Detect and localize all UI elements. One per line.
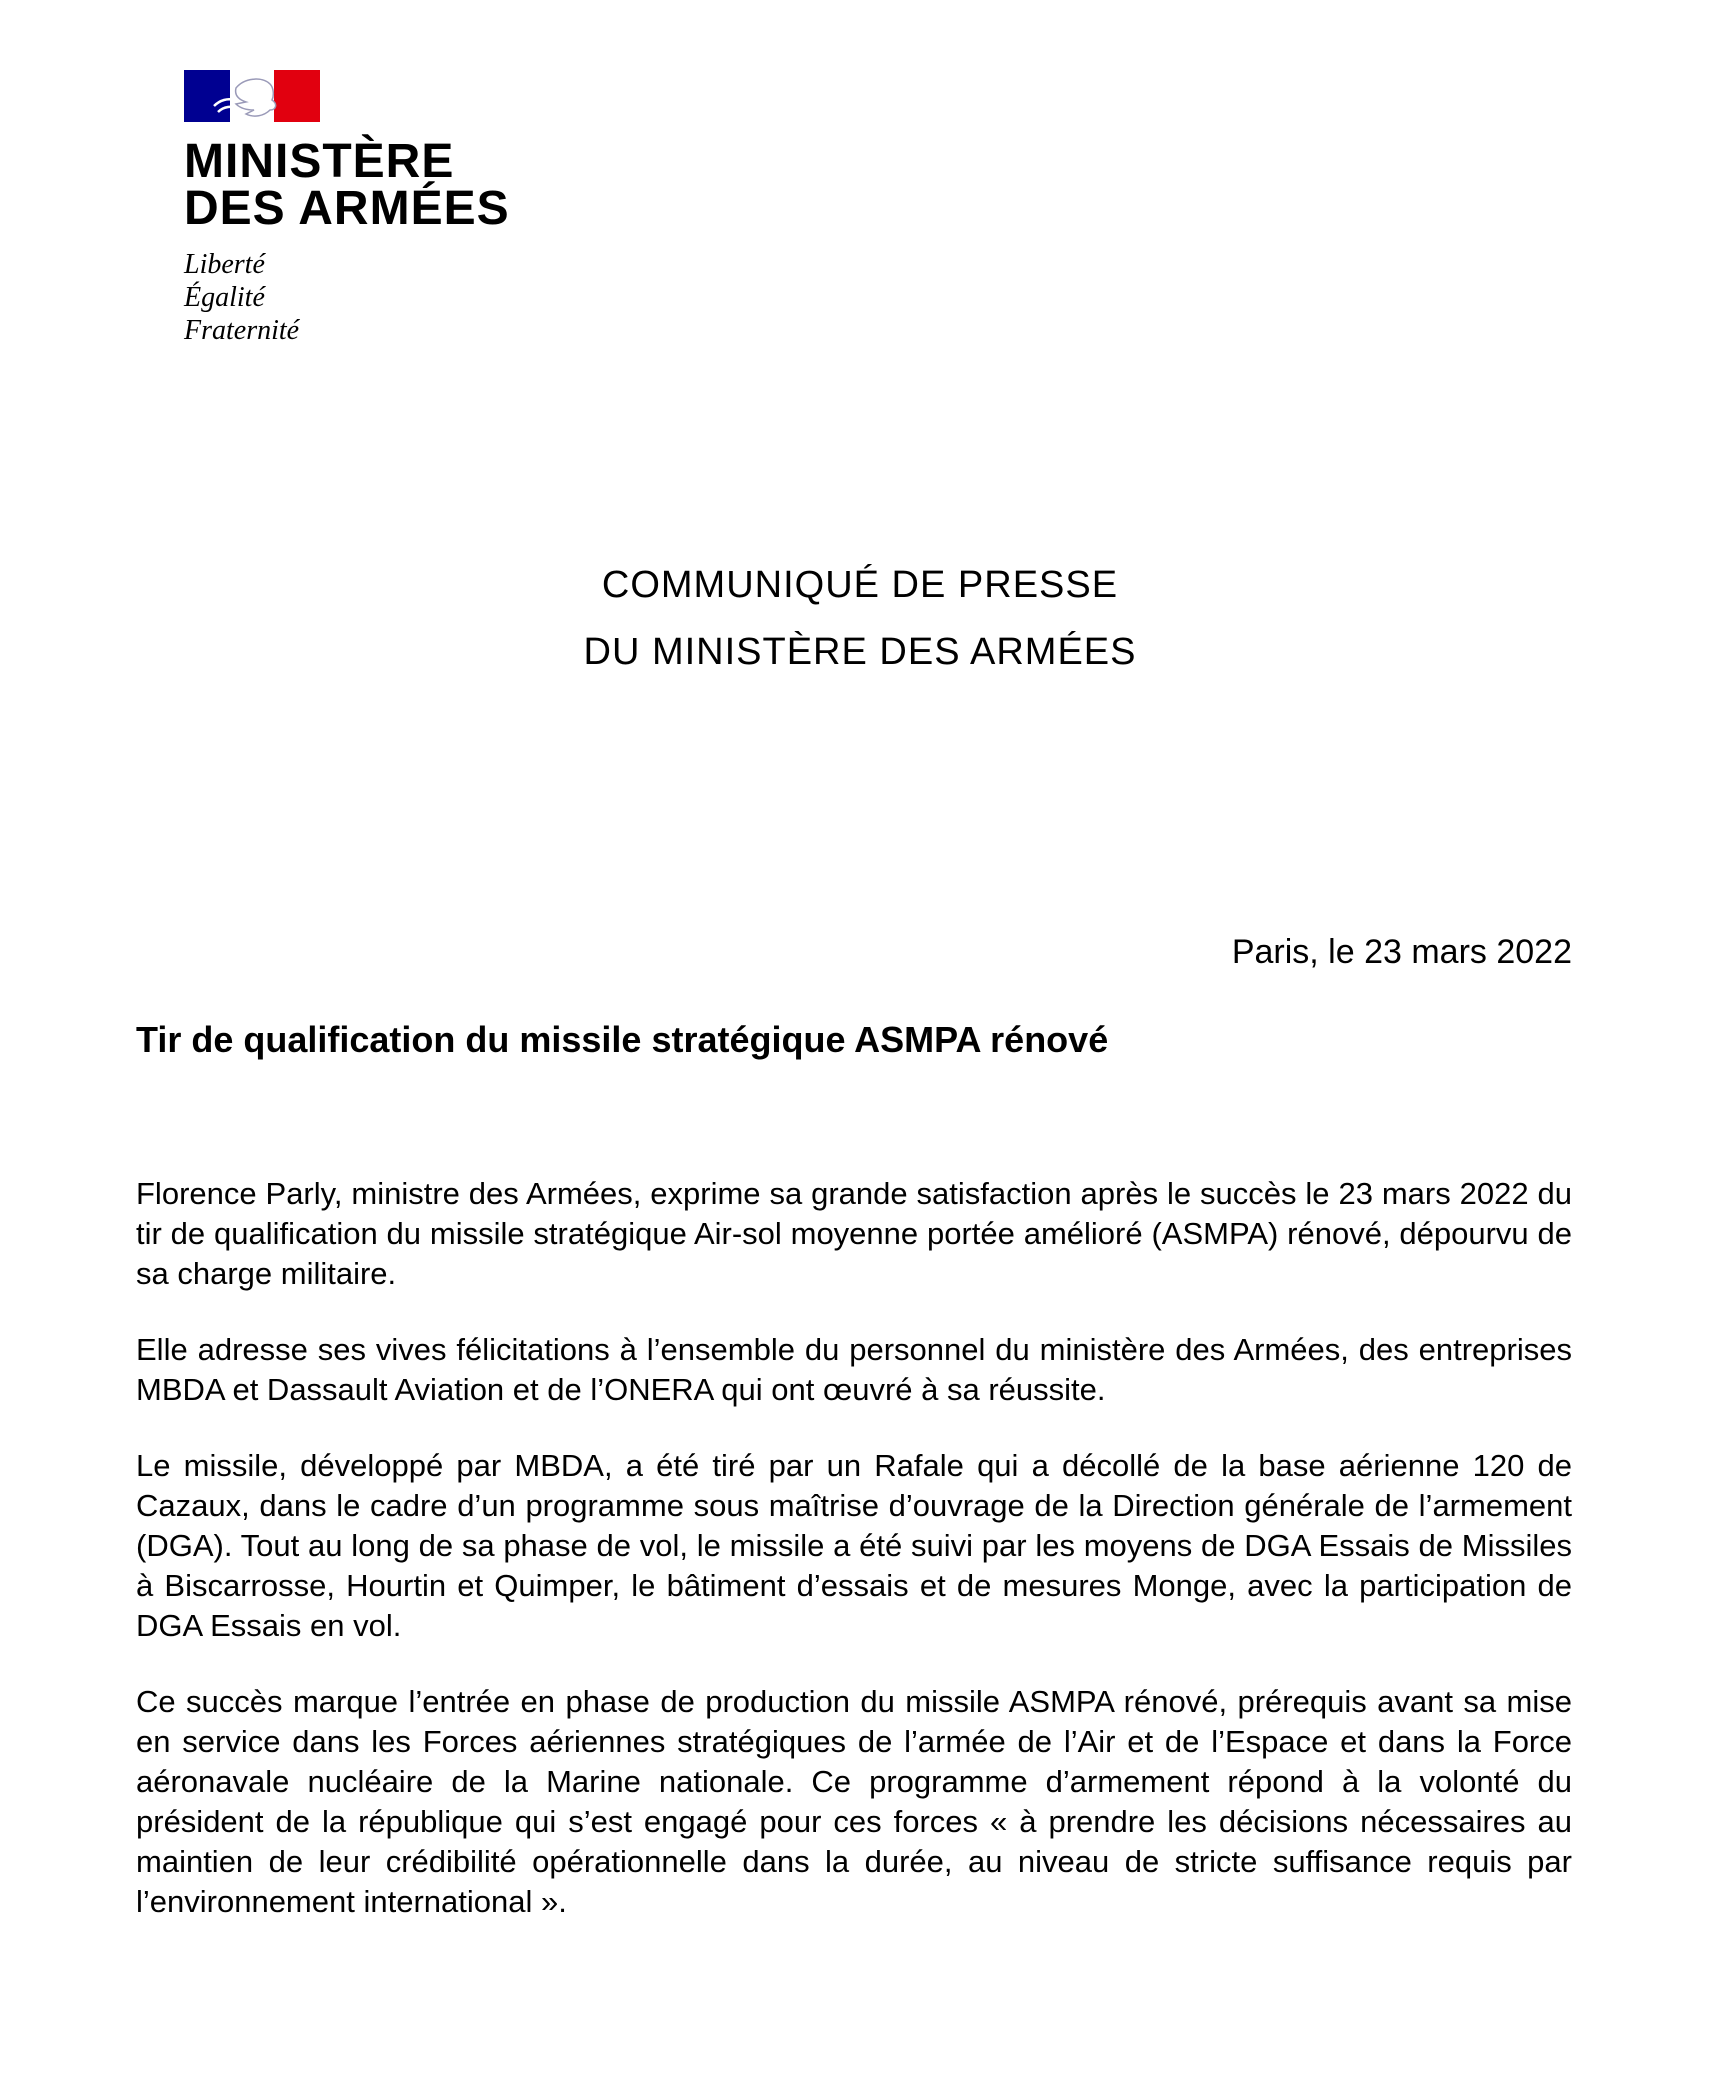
motto-fraternite: Fraternité <box>184 315 300 346</box>
ministry-name-line2: DES ARMÉES <box>184 182 510 235</box>
headline: Tir de qualification du missile stratégique ASMPA rénové <box>136 1019 1109 1060</box>
press-title-line2: DU MINISTÈRE DES ARMÉES <box>583 631 1137 673</box>
ministry-name <box>184 135 544 235</box>
flag-red-band <box>274 70 320 122</box>
marianne-flag-icon <box>184 70 320 122</box>
flag-blue-band <box>184 70 230 122</box>
republic-motto <box>184 248 544 347</box>
paragraph-1: Florence Parly, ministre des Armées, exprime sa grande satisfaction après le succès le 23 mars 2022 du tir de qualification du missile stratégique Air-sol moyenne portée amélioré (ASMPA) rénové, dépourvu de sa charge militaire. <box>136 1176 1572 1291</box>
body-text <box>136 1174 1572 1958</box>
press-title-line1: COMMUNIQUÉ DE PRESSE <box>601 564 1119 606</box>
ministry-logo <box>184 70 544 347</box>
press-release-title <box>0 552 1720 686</box>
motto-liberte: Liberté <box>184 249 265 280</box>
paragraph-3: Le missile, développé par MBDA, a été tiré par un Rafale qui a décollé de la base aérienne 120 de Cazaux, dans le cadre d’un programme sous maîtrise d’ouvrage de la Direction générale de l’armement (DGA). Tout au long de sa phase de vol, le missile a été suivi par les moyens de DGA Essais de Missiles à Biscarrosse, Hourtin et Quimper, le bâtiment d’essais et de mesures Monge, avec la participation de DGA Essais en vol. <box>136 1448 1572 1643</box>
paragraph-2: Elle adresse ses vives félicitations à l’ensemble du personnel du ministère des Armées, des entreprises MBDA et Dassault Aviation et de l’ONERA qui ont œuvré à sa réussite. <box>136 1332 1572 1407</box>
date-line: Paris, le 23 mars 2022 <box>1231 933 1572 971</box>
paragraph-4: Ce succès marque l’entrée en phase de production du missile ASMPA rénové, prérequis avant sa mise en service dans les Forces aériennes stratégiques de l’armée de l’Air et de l’Espace et dans la Force aéronavale nucléaire de la Marine nationale. Ce programme d’armement répond à la volonté du président de la république qui s’est engagé pour ces forces « à prendre les décisions nécessaires au maintien de leur crédibilité opérationnelle dans la durée, au niveau de stricte suffisance requis par l’environnement international ». <box>136 1684 1572 1919</box>
motto-egalite: Égalité <box>184 282 265 313</box>
ministry-name-line1: MINISTÈRE <box>184 135 455 188</box>
